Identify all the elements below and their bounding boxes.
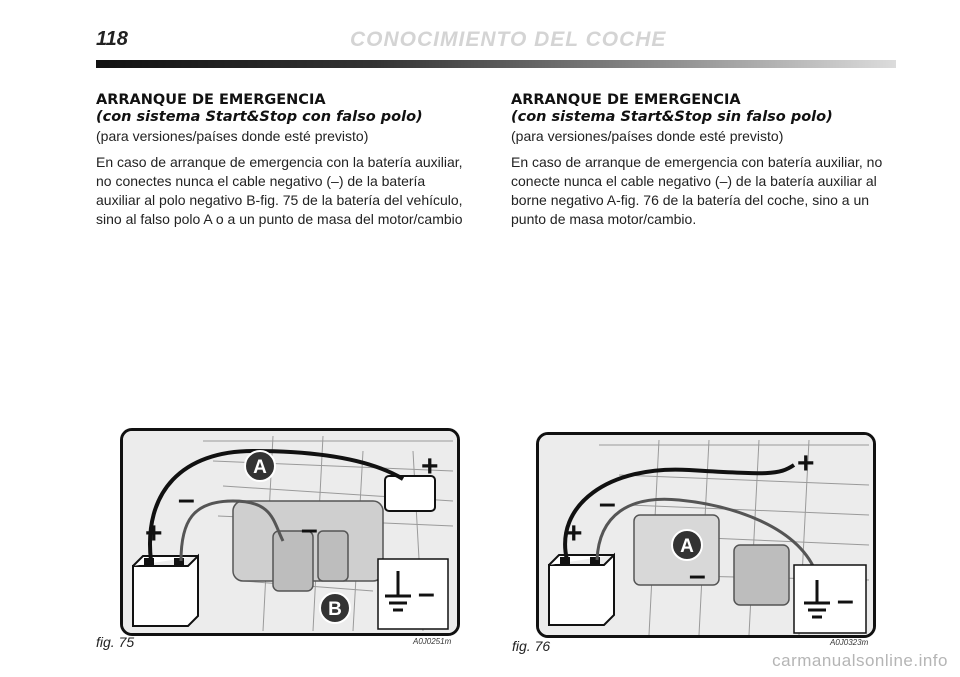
left-section-title: ARRANQUE DE EMERGENCIA xyxy=(96,92,326,108)
header-rule xyxy=(96,60,896,68)
right-section xyxy=(511,92,896,229)
figure-76-plus-battery: + xyxy=(797,447,815,480)
running-title: CONOCIMIENTO DEL COCHE xyxy=(350,28,667,51)
figure-75-illustration xyxy=(123,431,457,633)
figure-76-label-a: A xyxy=(680,536,694,557)
figure-75-caption: fig. 75 xyxy=(96,634,135,650)
figure-76-minus-pole: – xyxy=(689,559,706,592)
figure-75-label-a: A xyxy=(253,457,267,478)
figure-75 xyxy=(120,428,460,636)
figure-76-caption: fig. 76 xyxy=(512,638,551,654)
figure-76-illustration xyxy=(539,435,873,635)
left-section-subtitle: (con sistema Start&Stop con falso polo) xyxy=(96,109,423,125)
page-number: 118 xyxy=(96,28,128,50)
figure-75-plus-battery: + xyxy=(421,450,439,483)
figure-75-label-b: B xyxy=(328,599,342,620)
figure-76-code: A0J0323m xyxy=(830,638,869,647)
left-section-body: En caso de arranque de emergencia con la batería auxiliar, no conectes nunca el cable negativo (–) de la batería auxiliar al polo negativo B-fig. 75 de la batería del vehículo, sino al falso polo A o a un punto de masa del motor/cambio xyxy=(96,154,463,227)
watermark: carmanualsonline.info xyxy=(772,651,948,670)
figure-76 xyxy=(536,432,876,638)
left-section-note: (para versiones/países donde esté previsto) xyxy=(96,128,369,144)
figure-76-minus-ground: – xyxy=(837,584,854,617)
figure-75-minus-pole: – xyxy=(301,513,318,546)
right-section-title: ARRANQUE DE EMERGENCIA xyxy=(511,92,741,108)
right-section-subtitle: (con sistema Start&Stop sin falso polo) xyxy=(511,109,833,125)
figure-76-minus-aux: – xyxy=(599,487,616,520)
right-section-body: En caso de arranque de emergencia con batería auxiliar, no conecte nunca el cable negativo (–) de la batería auxiliar al borne negativo A-fig. 76 de la batería del coche, sino a un punto de masa motor/cambio. xyxy=(511,154,883,227)
right-section-note: (para versiones/países donde esté previsto) xyxy=(511,128,784,144)
figure-76-plus-aux: + xyxy=(565,517,583,550)
figure-75-minus-aux: – xyxy=(178,483,195,516)
figure-75-plus-aux: + xyxy=(145,517,163,550)
figure-75-minus-ground: – xyxy=(418,577,435,610)
left-section xyxy=(96,92,466,229)
figure-75-code: A0J0251m xyxy=(413,637,452,646)
